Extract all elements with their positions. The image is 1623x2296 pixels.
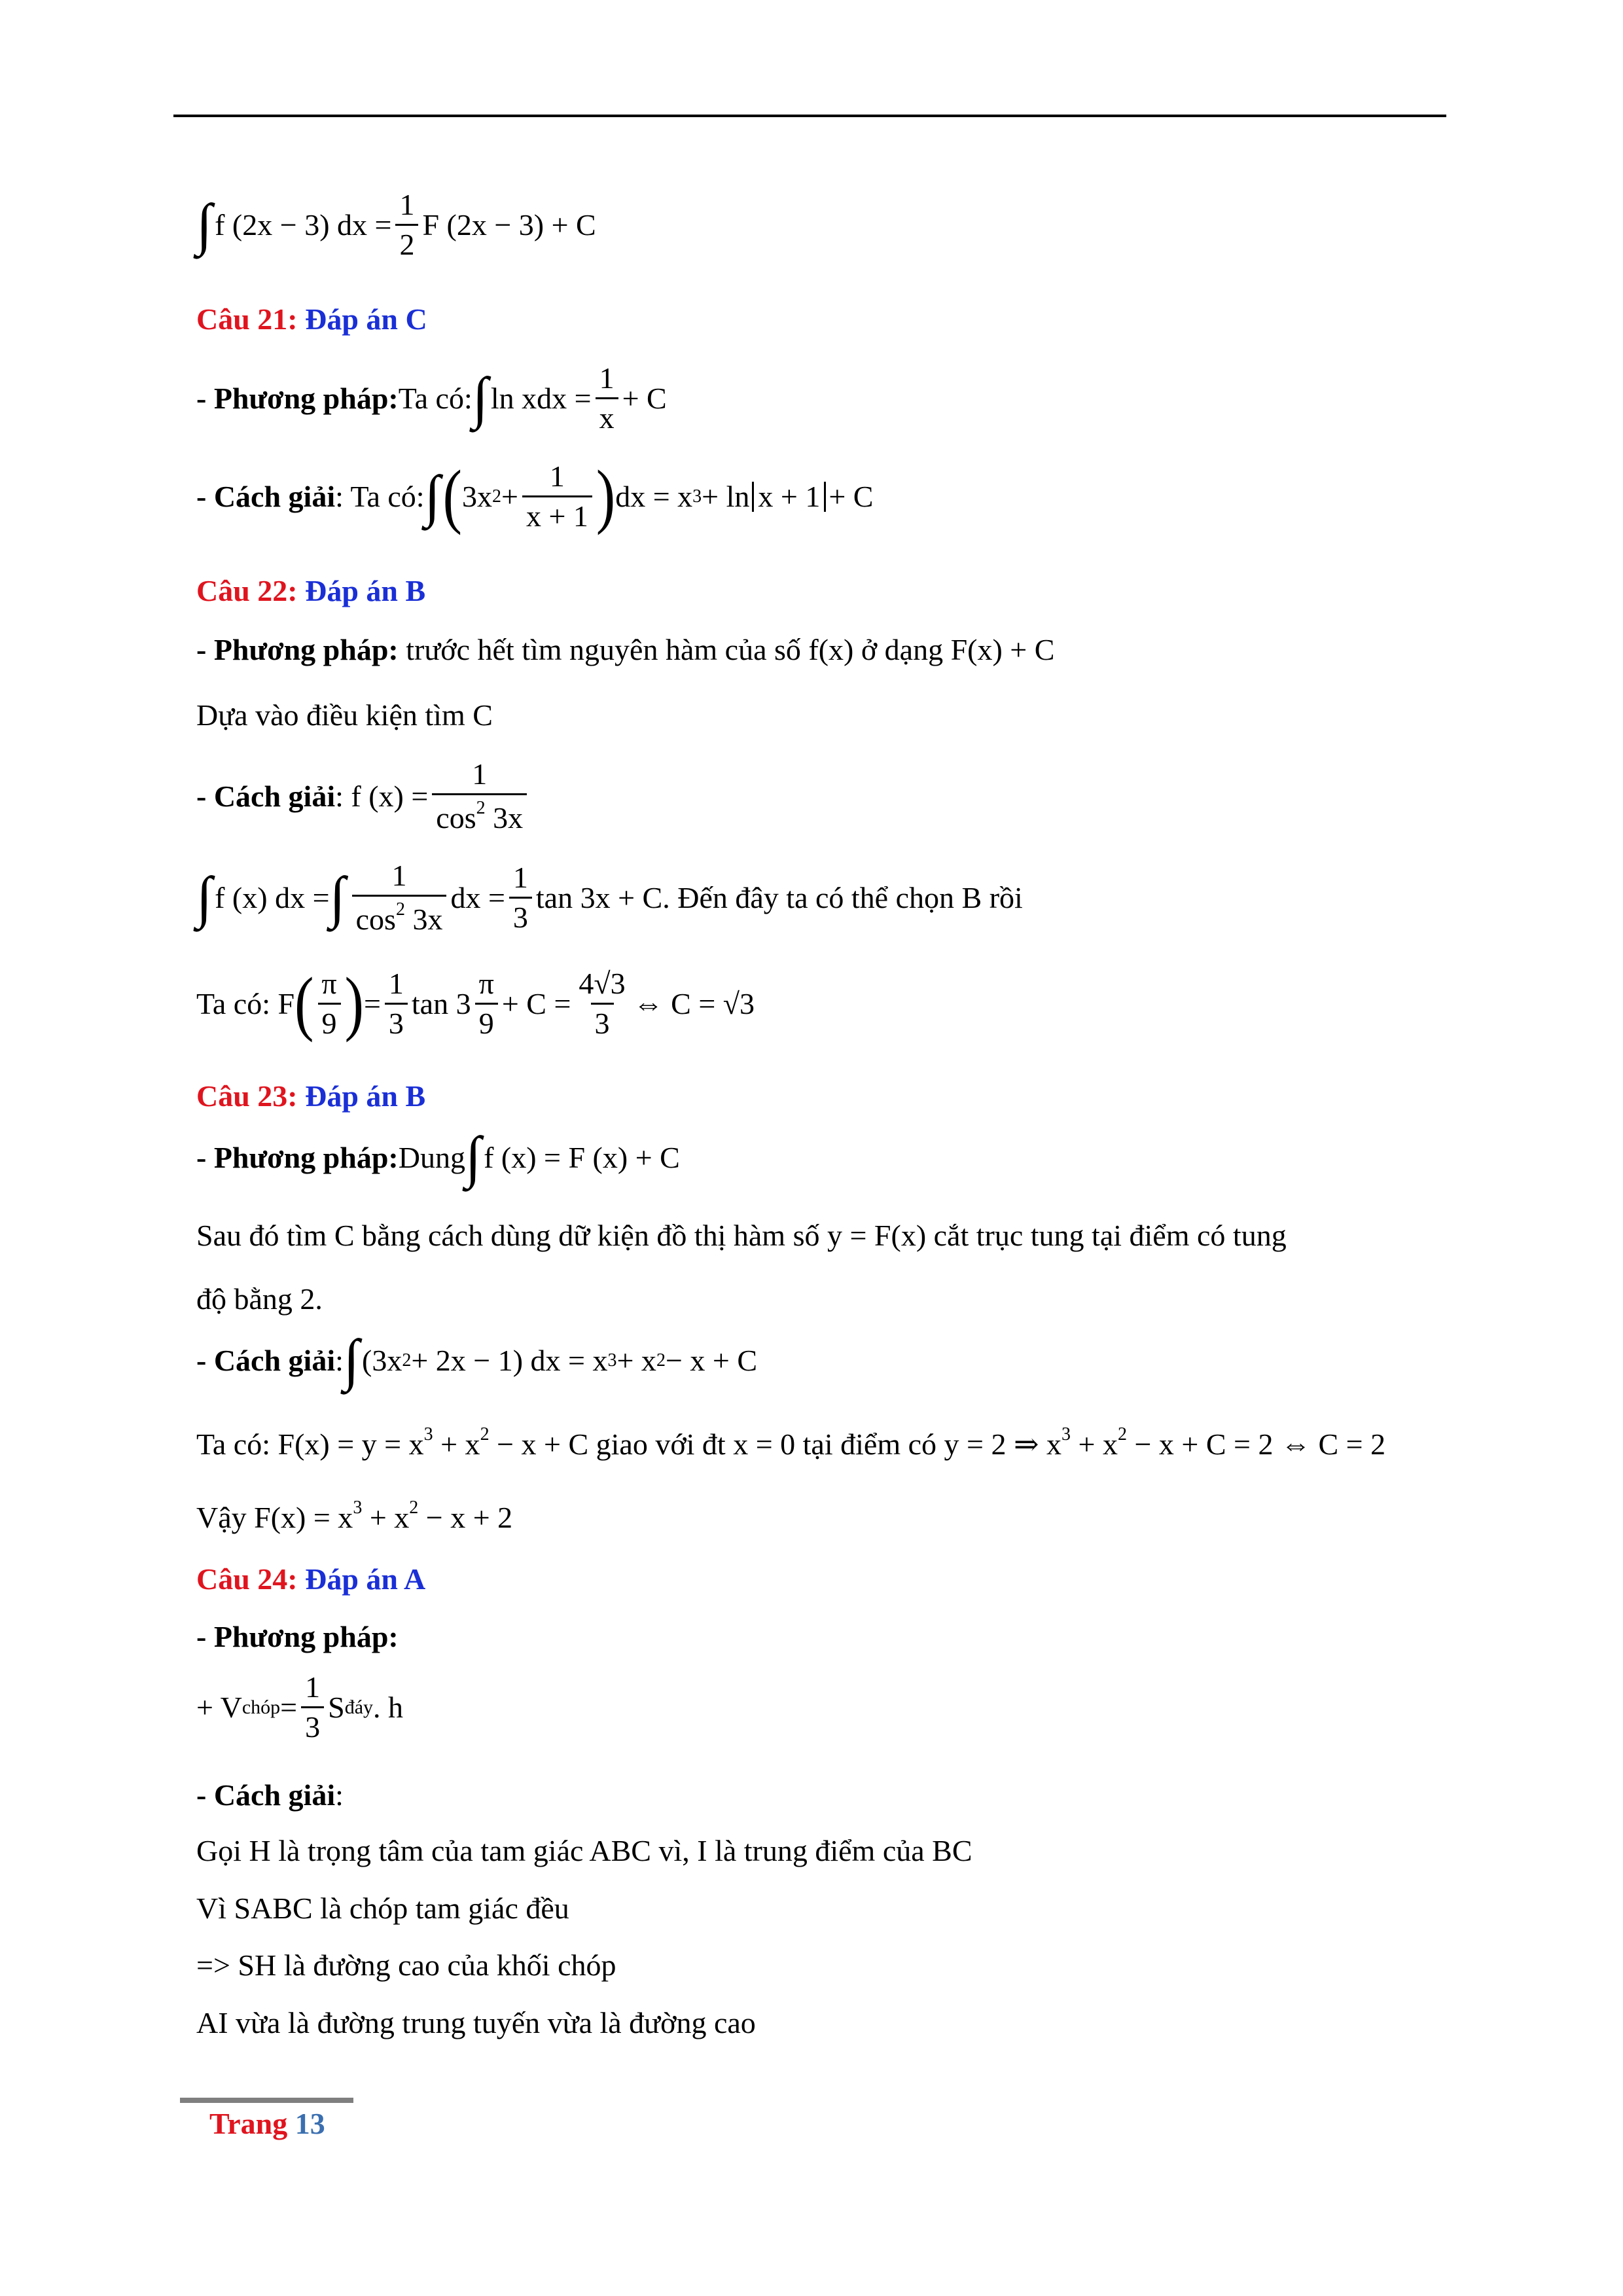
q24-volume-formula: + V chóp = $\frac{1}{3}$ S đáy . h (196, 1670, 404, 1744)
q21-solution: - Cách giải : Ta có: ∫ ( 3x 2 + $\frac{1}{x + 1}$ ) dx = x 3 + ln x + 1 + C (196, 456, 874, 536)
page-number: Trang 13 (209, 2107, 325, 2140)
q23-method: - Phương pháp: Dung ∫ f (x) = F (x) + C (196, 1126, 680, 1189)
q24-method: - Phương pháp: (196, 1620, 399, 1653)
formula-line: ∫ f (2x − 3) dx = $\frac{1}{2}$ F (2x − 3) + C (196, 188, 596, 261)
q24-text-2: Vì SABC là chóp tam giác đều (196, 1892, 569, 1925)
q24-text-4: AI vừa là đường trung tuyến vừa là đường cao (196, 2006, 756, 2039)
q22-integral: ∫ f (x) dx = ∫ $\frac{1}{\cos^2 3x}$ dx = $\frac{1}{3}$ tan 3x + C . Đến đây ta có thể chọn B rồi (196, 859, 1023, 936)
q24-solution: - Cách giải: (196, 1778, 344, 1812)
q23-step2: độ bằng 2. (196, 1282, 323, 1316)
q22-condition: Dựa vào điều kiện tìm C (196, 698, 493, 732)
q22-compute: Ta có: F ( $\frac{\pi}{9}$ ) = $\frac{1}{3}$ tan 3 $\frac{\pi}{9}$ + C = $\frac{4√3}{3}$ ⇔ C = √3 (196, 963, 755, 1043)
question-21-heading: Câu 21: Đáp án C (196, 302, 427, 336)
q24-text-1: Gọi H là trọng tâm của tam giác ABC vì, I là trung điểm của BC (196, 1834, 972, 1867)
q23-compute: Ta có: $F(x) = y = x^3 + x^2 - x + C$ giao với đt x = 0 tại điểm có y = 2 ⇒ $x^3 + x^2 - x + C = 2$ ⇔ C = 2 (196, 1424, 1386, 1461)
question-24-heading: Câu 24: Đáp án A (196, 1562, 426, 1596)
header-rule (173, 115, 1446, 117)
q22-method: - Phương pháp: trước hết tìm nguyên hàm của số f(x) ở dạng F(x) + C (196, 633, 1055, 666)
q23-result: Vậy $F(x) = x^3 + x^2 - x + 2$ (196, 1498, 513, 1534)
footer-rule (180, 2098, 353, 2103)
q24-text-3: => SH là đường cao của khối chóp (196, 1948, 616, 1982)
question-23-heading: Câu 23: Đáp án B (196, 1079, 426, 1113)
question-22-heading: Câu 22: Đáp án B (196, 574, 426, 607)
q23-solution: - Cách giải : ∫ (3x 2 + 2x − 1) dx = x 3 + x 2 − x + C (196, 1329, 758, 1392)
q23-step1: Sau đó tìm C bằng cách dùng dữ kiện đồ thị hàm số y = F(x) cắt trục tung tại điểm có tung (196, 1219, 1287, 1252)
q21-method: - Phương pháp: Ta có: ∫ ln xdx = $\frac{1}{x}$ + C (196, 361, 667, 435)
q22-solution: - Cách giải : f (x) = $\frac{1}{\cos^2 3x}$ (196, 759, 531, 833)
